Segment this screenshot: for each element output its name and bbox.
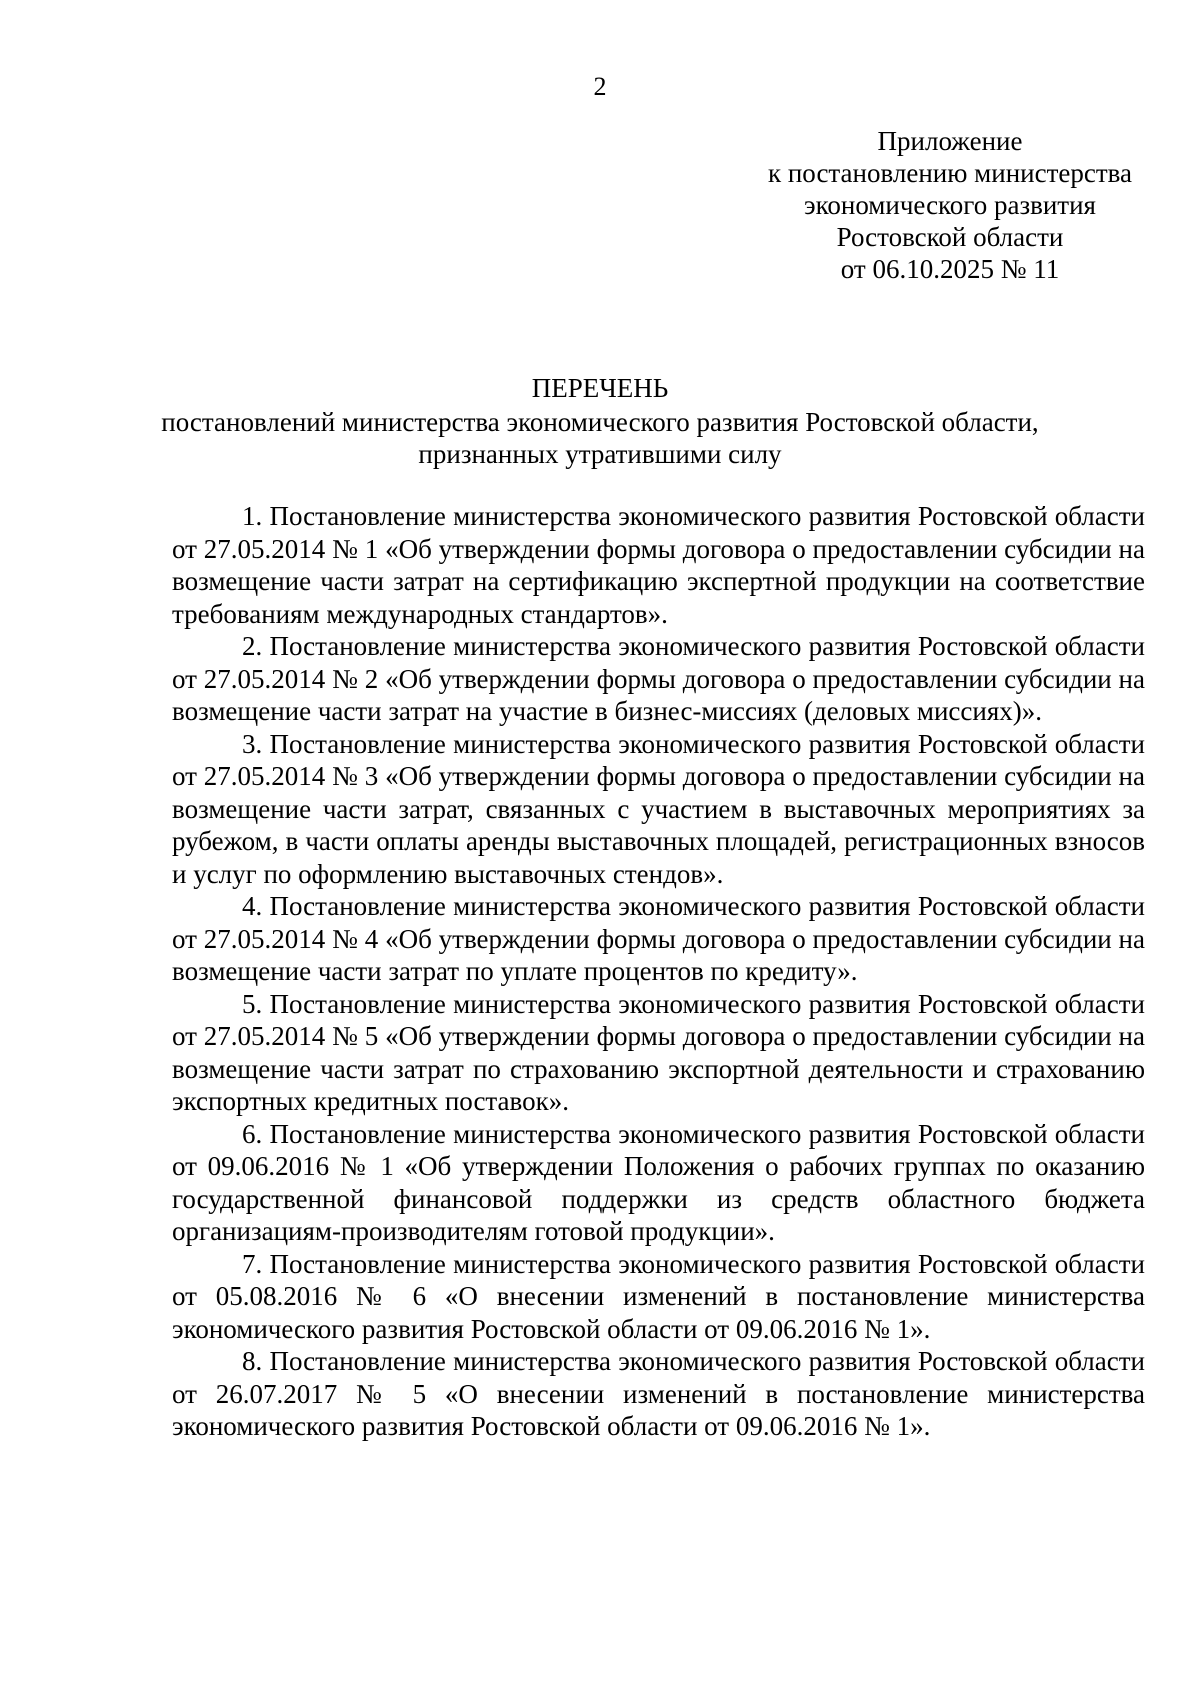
appendix-block <box>740 125 1160 285</box>
document-subtitle-line: признанных утратившими силу <box>418 439 782 469</box>
appendix-line: Приложение <box>877 126 1023 156</box>
document-heading <box>0 372 1200 470</box>
list-item: 8. Постановление министерства экономического развития Ростовской области от 26.07.2017 № 5 «О внесении изменений в постановление министерства экономического развития Ростовской области от 09.06.2016 № 1». <box>172 1346 1145 1441</box>
page-number: 2 <box>593 72 607 101</box>
list-item: 1. Постановление министерства экономического развития Ростовской области от 27.05.2014 № 1 «Об утверждении формы договора о предоставлении субсидии на возмещение части затрат на сертификацию экспертной продукции на соответствие требованиям международных стандартов». <box>172 501 1145 629</box>
list-item: 5. Постановление министерства экономического развития Ростовской области от 27.05.2014 № 5 «Об утверждении формы договора о предоставлении субсидии на возмещение части затрат по страхованию экспортной деятельности и страхованию экспортных кредитных поставок». <box>172 988 1145 1116</box>
document-subtitle-line: постановлений министерства экономического развития Ростовской области, <box>161 407 1039 437</box>
appendix-line: к постановлению министерства <box>767 158 1133 188</box>
list-item: 2. Постановление министерства экономического развития Ростовской области от 27.05.2014 № 2 «Об утверждении формы договора о предоставлении субсидии на возмещение части затрат на участие в бизнес-миссиях (деловых миссиях)». <box>172 631 1145 726</box>
list-item: 3. Постановление министерства экономического развития Ростовской области от 27.05.2014 № 3 «Об утверждении формы договора о предоставлении субсидии на возмещение части затрат, связанных с участием в выставочных мероприятиях за рубежом, в части оплаты аренды выставочных площадей, регистрационных взносов и услуг по оформлению выставочных стендов». <box>172 728 1145 889</box>
resolutions-list <box>172 500 1145 1443</box>
document-title: ПЕРЕЧЕНЬ <box>531 373 669 403</box>
list-item: 6. Постановление министерства экономического развития Ростовской области от 09.06.2016 № 1 «Об утверждении Положения о рабочих группах по оказанию государственной финансовой поддержки из средств областного бюджета организациям-производителям готовой продукции». <box>172 1118 1145 1246</box>
appendix-line: Ростовской области <box>836 222 1064 252</box>
list-item: 4. Постановление министерства экономического развития Ростовской области от 27.05.2014 № 4 «Об утверждении формы договора о предоставлении субсидии на возмещение части затрат по уплате процентов по кредиту». <box>172 891 1145 986</box>
appendix-line: экономического развития <box>804 190 1096 220</box>
appendix-line: от 06.10.2025 № 11 <box>840 254 1060 284</box>
list-item: 7. Постановление министерства экономического развития Ростовской области от 05.08.2016 № 6 «О внесении изменений в постановление министерства экономического развития Ростовской области от 09.06.2016 № 1». <box>172 1248 1145 1344</box>
